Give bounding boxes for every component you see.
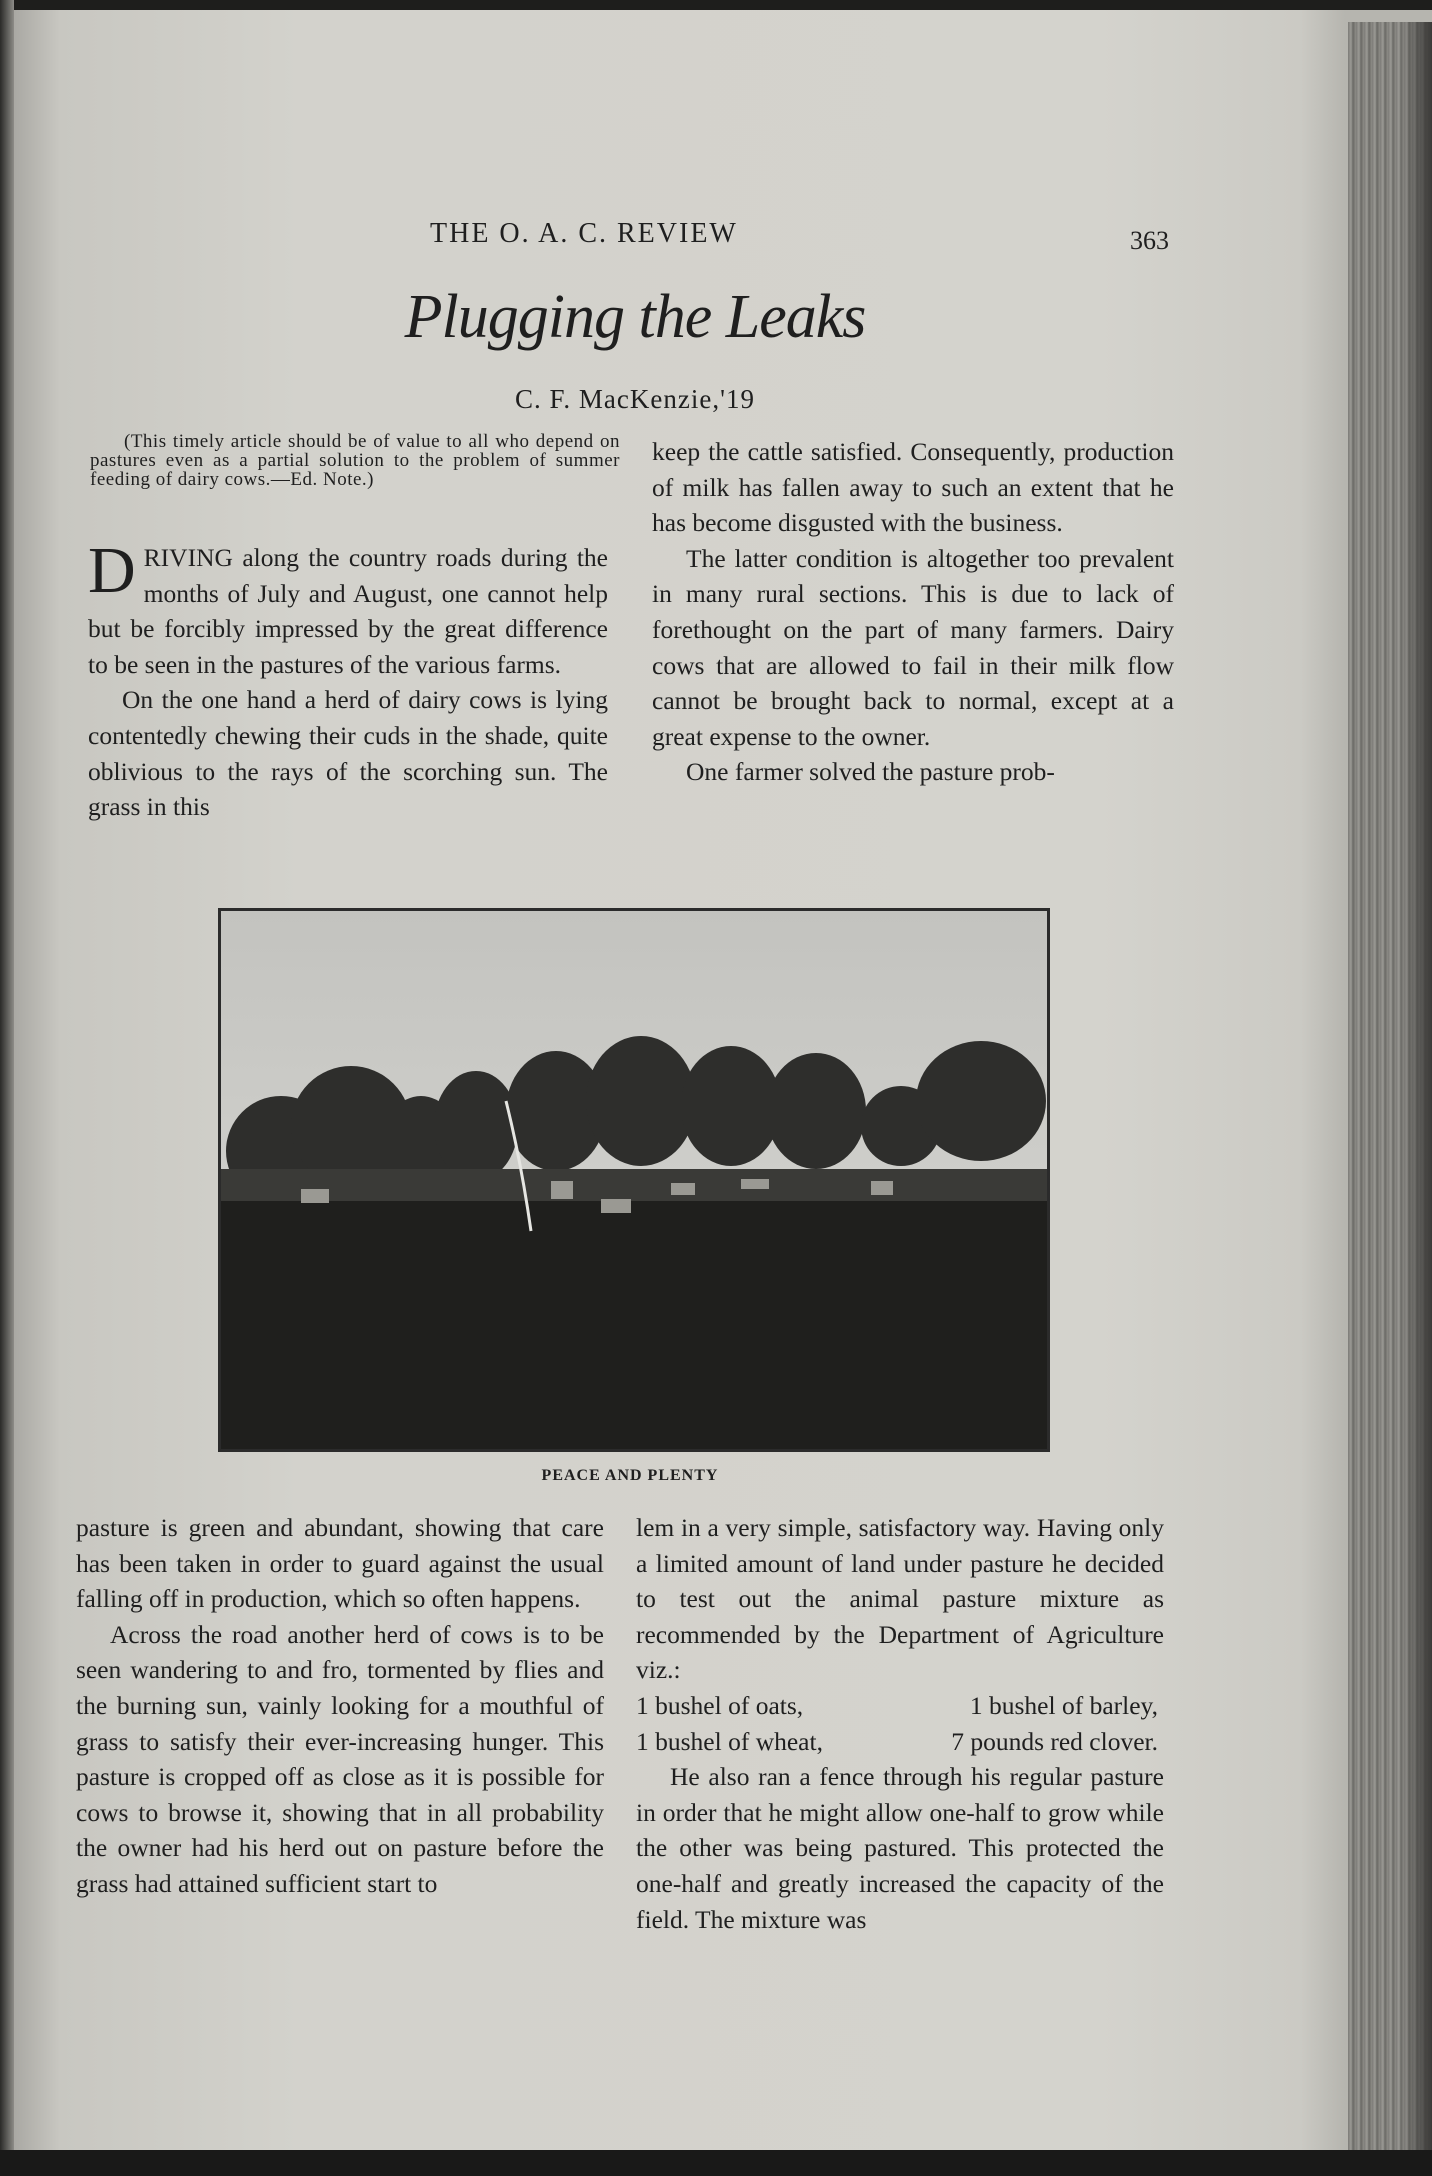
mixture-item: 1 bushel of barley, (969, 1690, 1158, 1720)
paragraph (88, 534, 608, 682)
paragraph-text: RIVING along the country roads during the months of July and August, one cannot help but be forcibly impressed by the great difference to be seen in the pastures of the various farms. (88, 543, 608, 679)
mixture-item: 1 bushel of oats, (636, 1690, 804, 1720)
byline: C. F. MacKenzie,'19 (515, 384, 755, 414)
paragraph: On the one hand a herd of dairy cows is lying contentedly chewing their cuds in the shade, quite oblivious to the rays of the scorching sun. The grass in this (88, 685, 608, 822)
running-header: THE O. A. C. REVIEW (430, 218, 738, 249)
paragraph: The latter condition is altogether too prevalent in many rural sections. This is due to lack of forethought on the part of many farmers. Dairy cows that are allowed to fail in their milk flow cannot be brought back to normal, except at a great expense to the owner. (652, 543, 1174, 751)
scan-border-bottom (0, 2150, 1432, 2176)
paragraph: lem in a very simple, satisfactory way. Having only a limited amount of land under pasture he decided to test out the animal pasture mixture as recommended by the Department of Agriculture viz.: (636, 1513, 1164, 1685)
column-bottom-right (636, 1510, 1164, 1937)
mixture-row (636, 1724, 1164, 1760)
column-top-left (88, 534, 608, 825)
scan-border-top (0, 0, 1432, 10)
paragraph: One farmer solved the pasture prob- (686, 757, 1055, 787)
page-number: 363 (1130, 226, 1169, 255)
drop-cap: D (88, 534, 136, 607)
mixture-item: 7 pounds red clover. (951, 1726, 1158, 1756)
mixture-row (636, 1688, 1164, 1724)
article-title: Plugging the Leaks (404, 283, 866, 351)
scan-border-left (0, 0, 14, 2176)
mixture-item: 1 bushel of wheat, (636, 1726, 823, 1756)
paragraph: He also ran a fence through his regular pasture in order that he might allow one-half to grow while the other was being pastured. This protected the one-half and greatly increased the capacity of the field. The mixture was (636, 1762, 1164, 1934)
column-top-right (652, 434, 1174, 790)
book-page-edges (1348, 22, 1432, 2152)
column-bottom-left (76, 1510, 604, 1902)
editor-note: (This timely article should be of value to all who depend on pastures even as a partial solution to the problem of summer feeding of dairy cows.—Ed. Note.) (90, 431, 620, 490)
pasture-photograph (218, 908, 1050, 1452)
paragraph: keep the cattle satisfied. Consequently, production of milk has fallen away to such an extent that he has become disgusted with the business. (652, 437, 1174, 538)
paragraph: Across the road another herd of cows is to be seen wandering to and fro, tormented by flies and the burning sun, vainly looking for a mouthful of grass to satisfy their ever-increasing hunger. This pasture is cropped off as close as it is possible for cows to browse it, showing that in all probability the owner had his herd out on pasture before the grass had attained sufficient start to (76, 1619, 604, 1898)
paragraph: pasture is green and abundant, showing that care has been taken in order to guard against the usual falling off in production, which so often happens. (76, 1513, 604, 1614)
figure-caption: PEACE AND PLENTY (541, 1467, 719, 1484)
